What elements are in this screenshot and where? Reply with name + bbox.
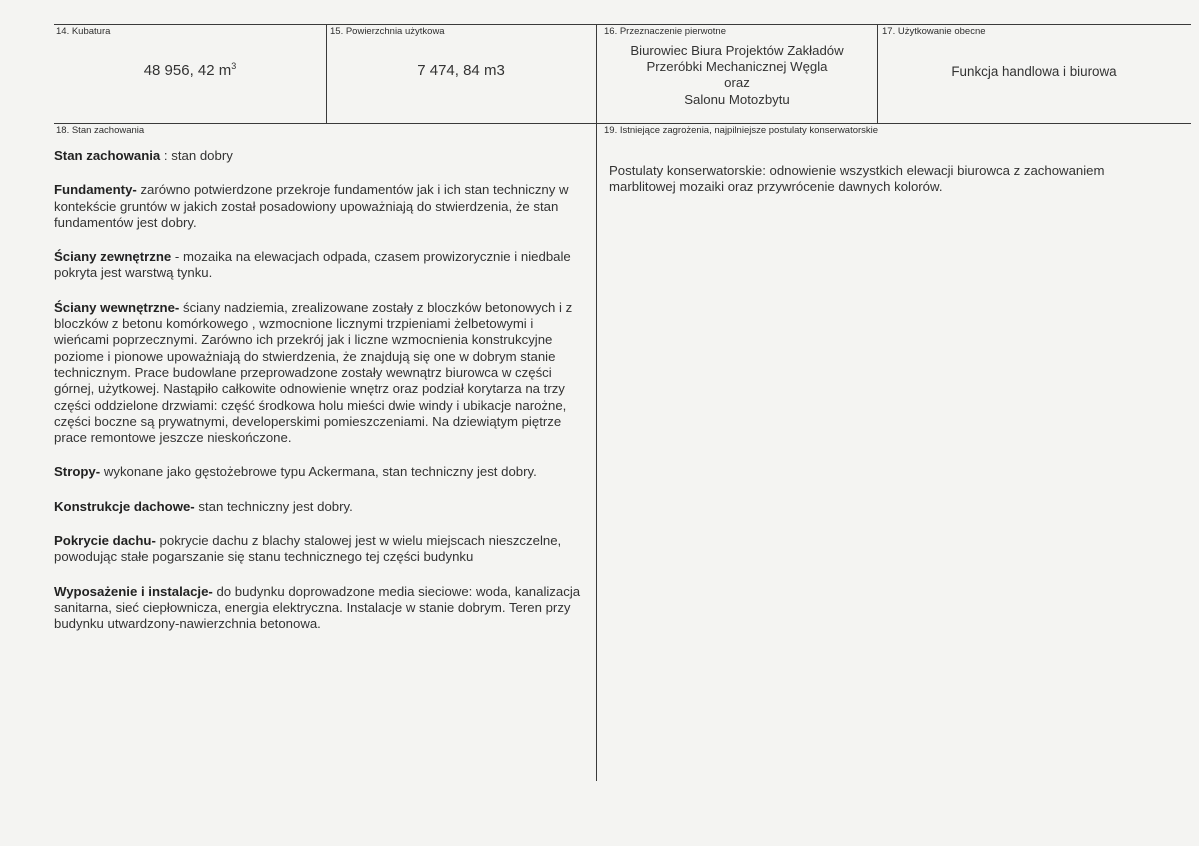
original-purpose-line: Przeróbki Mechanicznej Węgla [646, 59, 828, 75]
condition-paragraph [54, 584, 584, 633]
current-use-value: Funkcja handlowa i biurowa [951, 64, 1117, 79]
paragraph-heading: Stropy- [54, 464, 101, 480]
condition-paragraph [54, 464, 584, 480]
paragraph-heading: Konstrukcje dachowe- [54, 498, 195, 514]
cubature-unit-exponent: 3 [231, 61, 237, 71]
condition-paragraph [54, 249, 584, 282]
paragraph-heading: Wyposażenie i instalacje- [54, 583, 213, 599]
middle-rule [54, 123, 1191, 124]
paragraph-text: pokrycie dachu z blachy stalowej jest w wielu miejscach nieszczelne, powodując stałe pogarszanie się stanu technicznego tej części budynku [54, 533, 562, 565]
condition-paragraph [54, 533, 584, 566]
condition-paragraph [54, 148, 584, 164]
paragraph-text: - mozaika na elewacjach odpada, czasem prowizorycznie i niedbale pokryta jest warstwą tynku. [54, 249, 571, 281]
threats-label: 19. Istniejące zagrożenia, najpilniejsze postulaty konserwatorskie [604, 125, 879, 136]
paragraph-heading: Pokrycie dachu- [54, 533, 156, 549]
paragraph-heading: Fundamenty- [54, 182, 137, 198]
original-purpose-line: oraz [724, 75, 750, 91]
divider-main [596, 24, 597, 781]
condition-label: 18. Stan zachowania [56, 125, 145, 136]
top-rule [54, 24, 1191, 25]
original-purpose-label: 16. Przeznaczenie pierwotne [604, 26, 726, 37]
threats-text: Postulaty konserwatorskie: odnowienie wszystkich elewacji biurowca z zachowaniem marblitowej mozaiki oraz przywrócenie dawnych kolorów. [609, 163, 1105, 195]
paragraph-text: do budynku doprowadzone media sieciowe: woda, kanalizacja sanitarna, sieć ciepłownicza, energia elektryczna. Instalacje w stanie dobrym. Teren przy budynku utwardzony-nawierzchnia betonowa. [54, 583, 581, 632]
original-purpose-value [597, 43, 877, 108]
current-use-label: 17. Użytkowanie obecne [882, 26, 986, 37]
paragraph-text: ściany nadziemia, zrealizowane zostały z bloczków betonowych i z bloczków z betonu komórkowego , wzmocnione licznymi trzpieniami żelbetowymi i wieńcami poprzecznymi. Zarówno ich przekrój jak i liczne wzmocnienia konstrukcyjne poziome i pionowe upoważniają do stwierdzenia, że znajdują się one w dobrym stanie technicznym. Prace budowlane przeprowadzone zostały wewnątrz biurowca w części górnej, użytkowej. Nastąpiło całkowite odnowienie wnętrz oraz podział korytarza na trzy części oddzielone drzwiami: część środkowa holu mieści dwie windy i ubikacje narożne, części boczne są prywatnymi, developerskimi pomieszczeniami. Na dziewiątym piętrze prace remontowe jeszcze nieskończone. [54, 299, 573, 446]
usable-area-label: 15. Powierzchnia użytkowa [330, 26, 445, 37]
cubature-number: 48 956, 42 m [143, 62, 232, 79]
original-purpose-line: Salonu Motozbytu [684, 91, 790, 107]
paragraph-text: stan techniczny jest dobry. [194, 498, 353, 514]
paragraph-heading: Ściany zewnętrzne [54, 249, 172, 265]
condition-section [54, 148, 584, 651]
paragraph-text: zarówno potwierdzone przekroje fundamentów jak i ich stan techniczny w kontekście gruntów w jakich został posadowiony upoważniają do stwierdzenia, że stan fundamentów jest dobry. [54, 182, 569, 230]
paragraph-heading: Ściany wewnętrzne- [54, 299, 180, 315]
condition-paragraph [54, 182, 584, 231]
paragraph-heading: Stan zachowania [54, 148, 161, 163]
usable-area-value: 7 474, 84 m3 [417, 62, 505, 79]
cubature-value [54, 62, 326, 79]
cubature-label: 14. Kubatura [56, 26, 111, 37]
paragraph-text: wykonane jako gęstożebrowe typu Ackermana, stan techniczny jest dobry. [100, 464, 537, 480]
condition-paragraph [54, 300, 584, 447]
original-purpose-line: Biurowiec Biura Projektów Zakładów [630, 43, 844, 58]
condition-paragraph [54, 499, 584, 515]
paragraph-text: : stan dobry [160, 148, 233, 163]
